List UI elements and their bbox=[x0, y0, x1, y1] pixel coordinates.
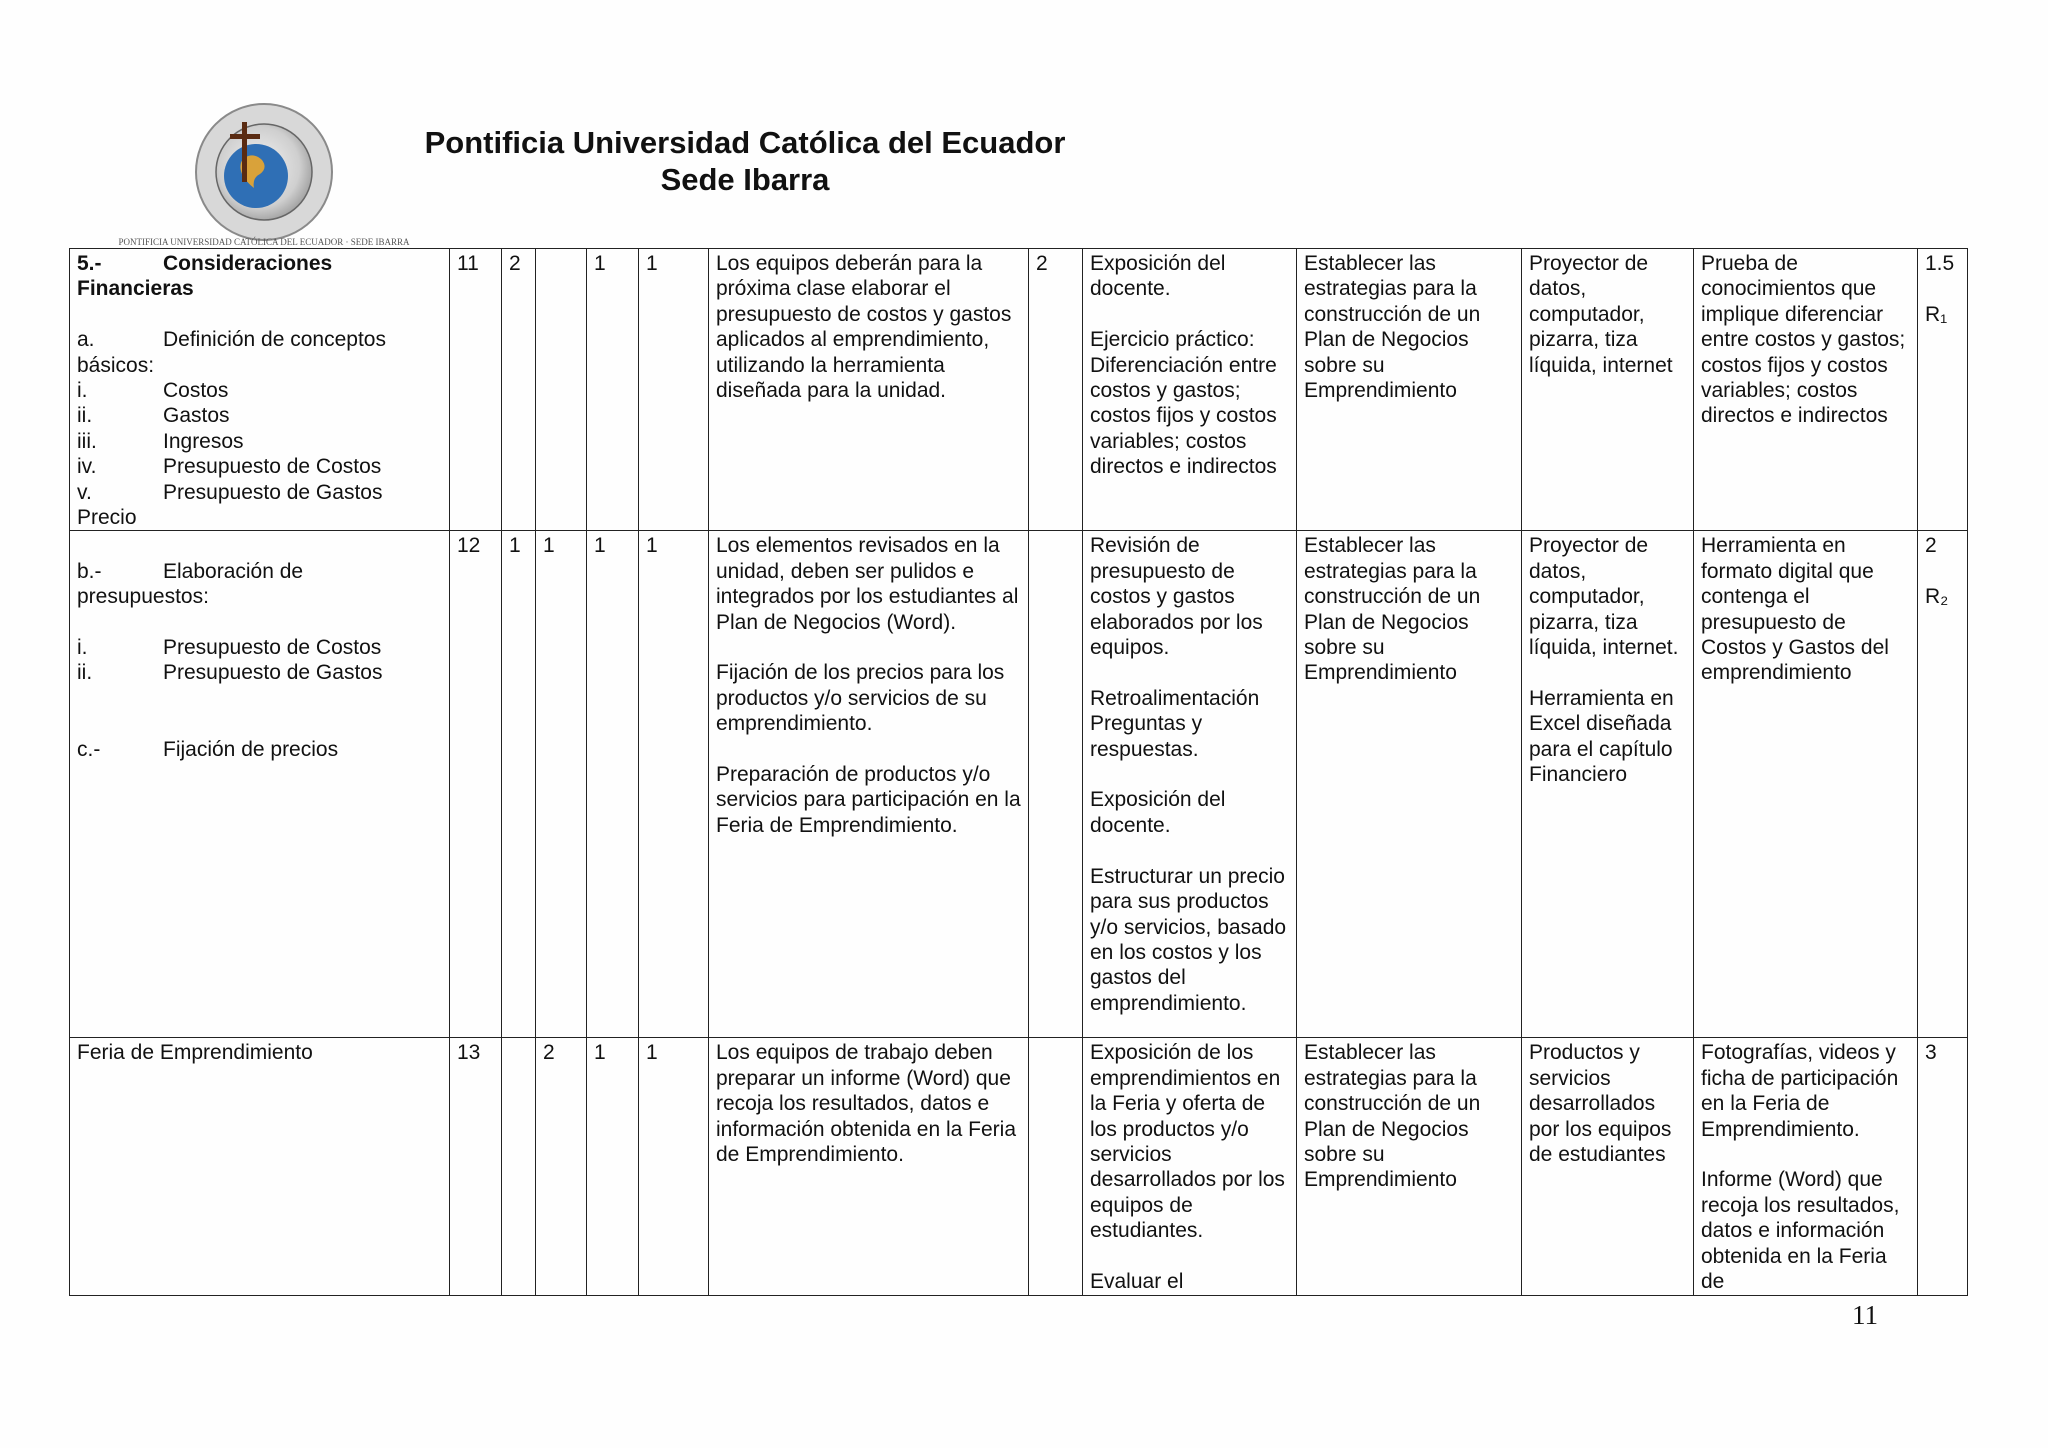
item-number: v. bbox=[77, 480, 92, 504]
content-cell bbox=[70, 249, 450, 531]
hours-cell: 2 bbox=[1029, 249, 1083, 531]
hours-cell bbox=[1029, 531, 1083, 1038]
campus-name: Sede Ibarra bbox=[660, 162, 830, 197]
hours-cell: 2 bbox=[502, 249, 536, 531]
item-text: Costos bbox=[163, 379, 229, 403]
resources-cell: Productos y servicios desarrollados por los equipos de estudiantes bbox=[1522, 1038, 1694, 1295]
weight-value: 3 bbox=[1925, 1041, 1937, 1065]
page-number: 11 bbox=[1852, 1300, 1878, 1330]
objective-cell: Establecer las estrategias para la construcción de un Plan de Negocios sobre su Emprendimiento bbox=[1297, 1038, 1522, 1295]
item-number: ii. bbox=[77, 404, 93, 428]
weight-cell bbox=[1918, 1038, 1968, 1295]
hours-cell bbox=[536, 249, 587, 531]
paragraph: Proyector de datos, computador, pizarra, tiza líquida, internet. bbox=[1529, 534, 1679, 660]
evaluation-cell: Herramienta en formato digital que contenga el presupuesto de Costos y Gastos del emprendimiento bbox=[1694, 531, 1918, 1038]
item-text: Definición de conceptos bbox=[163, 328, 386, 352]
weight-cell bbox=[1918, 249, 1968, 531]
item-text: Precio bbox=[77, 506, 137, 530]
activity-cell: Los equipos de trabajo deben preparar un informe (Word) que recoja los resultados, datos e información obtenida en la Feria de Emprendimiento. bbox=[709, 1038, 1029, 1295]
resources-cell: Proyector de datos, computador, pizarra, tiza líquida, internet bbox=[1522, 249, 1694, 531]
methodology-cell bbox=[1083, 249, 1297, 531]
paragraph: Preparación de productos y/o servicios para participación en la Feria de Emprendimiento. bbox=[716, 763, 1021, 837]
week-cell: 11 bbox=[450, 249, 502, 531]
objective-cell: Establecer las estrategias para la construcción de un Plan de Negocios sobre su Emprendimiento bbox=[1297, 531, 1522, 1038]
item-number: 5.- bbox=[77, 252, 102, 275]
course-plan-table bbox=[69, 248, 1968, 1296]
resources-cell bbox=[1522, 531, 1694, 1038]
item-text: Presupuesto de Gastos bbox=[163, 661, 383, 685]
item-number: ii. bbox=[77, 661, 93, 685]
paragraph: Estructurar un precio para sus productos y/o servicios, basado en los costos y los gastos del emprendimiento. bbox=[1090, 864, 1287, 1015]
activity-cell bbox=[709, 249, 1029, 531]
activity-cell bbox=[709, 531, 1029, 1038]
item-number: i. bbox=[77, 379, 88, 403]
item-text: Presupuesto de Gastos bbox=[163, 480, 383, 504]
item-number: c.- bbox=[77, 737, 101, 761]
table-row bbox=[70, 249, 1968, 531]
paragraph: Exposición del docente. bbox=[1090, 252, 1226, 301]
week-cell: 13 bbox=[450, 1038, 502, 1295]
item-number: iii. bbox=[77, 429, 97, 453]
paragraph: Revisión de presupuesto de costos y gastos elaborados por los equipos. bbox=[1090, 534, 1263, 660]
learning-result: R₁ bbox=[1925, 302, 1948, 326]
item-text: Gastos bbox=[163, 404, 230, 428]
item-text: Ingresos bbox=[163, 429, 244, 453]
hours-cell: 1 bbox=[587, 531, 639, 1038]
item-text: Fijación de precios bbox=[163, 737, 339, 761]
item-number: a. bbox=[77, 328, 95, 352]
seal-caption: PONTIFICIA UNIVERSIDAD CATÓLICA DEL ECUADOR · SEDE IBARRA bbox=[118, 237, 410, 247]
evaluation-cell: Prueba de conocimientos que implique diferenciar entre costos y gastos; costos fijos y costos variables; costos directos e indirectos bbox=[1694, 249, 1918, 531]
document-header bbox=[420, 124, 1070, 198]
hours-cell: 1 bbox=[587, 1038, 639, 1295]
item-text: básicos: bbox=[77, 353, 155, 377]
hours-cell: 1 bbox=[502, 531, 536, 1038]
item-number: b.- bbox=[77, 559, 102, 583]
paragraph: Exposición de los emprendimientos en la Feria y oferta de los productos y/o servicios desarrollados por los equipos de estudiantes. bbox=[1090, 1041, 1285, 1243]
methodology-cell bbox=[1083, 531, 1297, 1038]
item-text: Consideraciones bbox=[163, 252, 333, 275]
table-row bbox=[70, 531, 1968, 1038]
week-cell: 12 bbox=[450, 531, 502, 1038]
item-number: i. bbox=[77, 636, 88, 660]
table-row bbox=[70, 1038, 1968, 1295]
item-text: Presupuesto de Costos bbox=[163, 636, 382, 660]
paragraph: Exposición del docente. bbox=[1090, 788, 1226, 837]
item-text: Presupuesto de Costos bbox=[163, 455, 382, 479]
objective-cell: Establecer las estrategias para la construcción de un Plan de Negocios sobre su Emprendimiento bbox=[1297, 249, 1522, 531]
paragraph: Ejercicio práctico: Diferenciación entre costos y gastos; costos fijos y costos variables; costos directos e indirectos bbox=[1090, 328, 1277, 479]
hours-cell: 1 bbox=[536, 531, 587, 1038]
paragraph: Fijación de los precios para los productos y/o servicios de su emprendimiento. bbox=[716, 661, 1005, 736]
item-text: Elaboración de bbox=[163, 559, 304, 583]
weight-value: 1.5 bbox=[1925, 252, 1955, 275]
methodology-cell bbox=[1083, 1038, 1297, 1295]
hours-cell bbox=[502, 1038, 536, 1295]
content-cell: Feria de Emprendimiento bbox=[70, 1038, 450, 1295]
hours-cell: 2 bbox=[536, 1038, 587, 1295]
paragraph: Informe (Word) que recoja los resultados, datos e información obtenida en la Feria de bbox=[1701, 1168, 1900, 1294]
evaluation-cell bbox=[1694, 1038, 1918, 1295]
blank-line bbox=[77, 302, 442, 327]
weight-value: 2 bbox=[1925, 534, 1937, 558]
item-number: iv. bbox=[77, 455, 97, 479]
hours-cell bbox=[1029, 1038, 1083, 1295]
paragraph: Los equipos deberán para la próxima clase elaborar el presupuesto de costos y gastos aplicados al emprendimiento, utilizando la herramienta diseñada para la unidad. bbox=[716, 252, 1012, 403]
paragraph: Retroalimentación Preguntas y respuestas. bbox=[1090, 686, 1260, 761]
hours-cell: 1 bbox=[639, 1038, 709, 1295]
university-name: Pontificia Universidad Católica del Ecuador bbox=[424, 125, 1066, 160]
university-seal-logo bbox=[118, 100, 410, 250]
content-cell bbox=[70, 531, 450, 1038]
hours-cell: 1 bbox=[639, 531, 709, 1038]
learning-result: R₂ bbox=[1925, 585, 1949, 609]
paragraph: Fotografías, videos y ficha de participación en la Feria de Emprendimiento. bbox=[1701, 1041, 1899, 1141]
paragraph: Los elementos revisados en la unidad, deben ser pulidos e integrados por los estudiantes al Plan de Negocios (Word). bbox=[716, 534, 1019, 634]
paragraph: Evaluar el bbox=[1090, 1270, 1184, 1294]
item-text: Financieras bbox=[77, 277, 194, 301]
hours-cell: 1 bbox=[587, 249, 639, 531]
hours-cell: 1 bbox=[639, 249, 709, 531]
paragraph: Herramienta en Excel diseñada para el capítulo Financiero bbox=[1529, 686, 1674, 787]
item-text: presupuestos: bbox=[77, 585, 209, 609]
weight-cell bbox=[1918, 531, 1968, 1038]
